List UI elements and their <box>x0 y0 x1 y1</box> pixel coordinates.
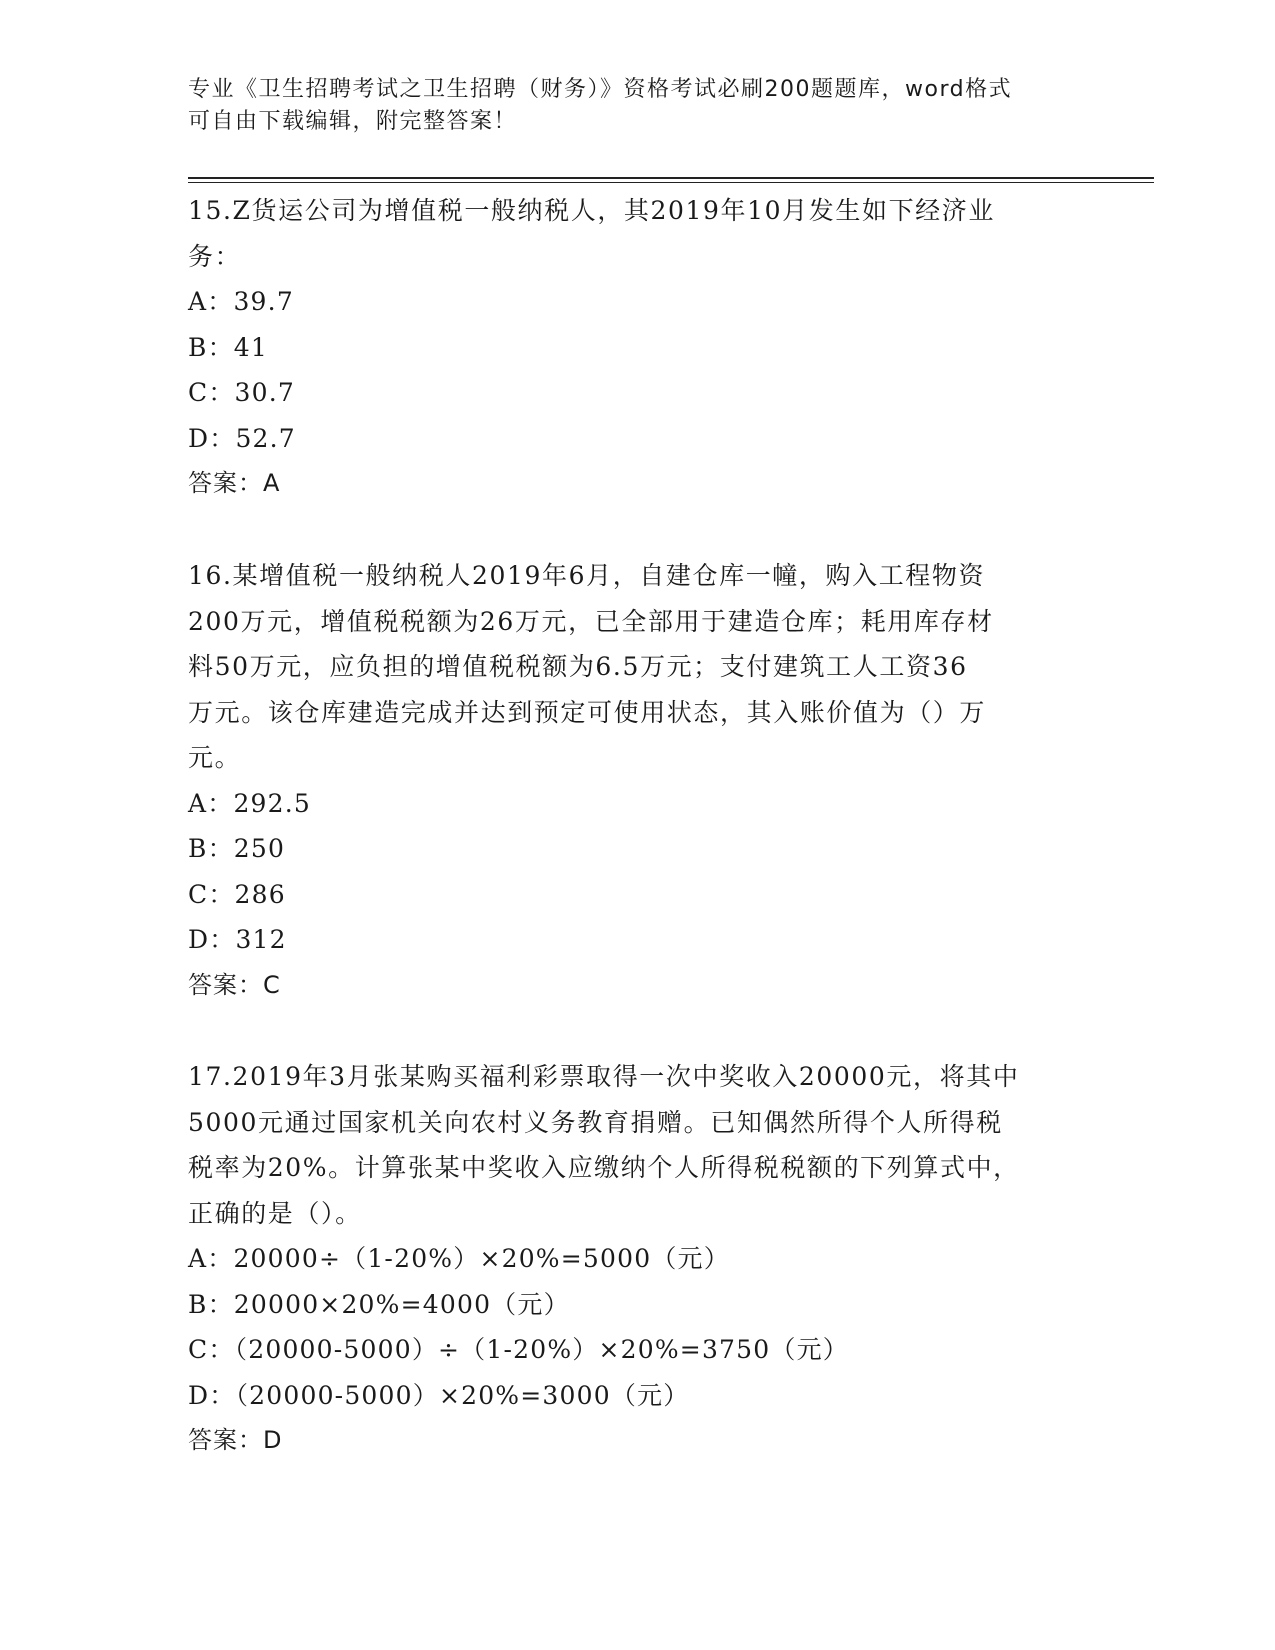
header-line: 专业《卫生招聘考试之卫生招聘（财务）》资格考试必刷200题题库，word格式 <box>188 77 1013 102</box>
option-a: A：20000÷（1-20%）×20%=5000（元） <box>188 1244 730 1273</box>
option-d: D：312 <box>188 925 287 954</box>
option-b: B：250 <box>188 834 286 863</box>
question-stem-line: 200万元，增值税税额为26万元，已全部用于建造仓库；耗用库存材 <box>188 606 994 636</box>
header-line: 可自由下载编辑，附完整答案！ <box>188 109 518 134</box>
question-stem-line: 务： <box>188 241 242 271</box>
option-d: D：52.7 <box>188 423 296 453</box>
document-header <box>188 74 1068 138</box>
option-a: A：292.5 <box>188 788 312 818</box>
question-17 <box>188 1054 1088 1464</box>
option-b: B：41 <box>188 332 268 362</box>
question-stem-line: 15.Z货运公司为增值税一般纳税人，其2019年10月发生如下经济业 <box>188 196 995 225</box>
answer: 答案：A <box>188 469 281 497</box>
question-stem-line: 正确的是（）。 <box>188 1198 362 1228</box>
question-stem-line: 17.2019年3月张某购买福利彩票取得一次中奖收入20000元，将其中 <box>188 1062 1020 1091</box>
question-stem-line: 5000元通过国家机关向农村义务教育捐赠。已知偶然所得个人所得税 <box>188 1107 1003 1137</box>
question-stem-line: 万元。该仓库建造完成并达到预定可使用状态，其入账价值为（）万 <box>188 697 987 727</box>
option-a: A：39.7 <box>188 287 294 316</box>
option-b: B：20000×20%=4000（元） <box>188 1289 570 1319</box>
option-c: C：（20000-5000）÷（1-20%）×20%=3750（元） <box>188 1335 849 1364</box>
question-stem-line: 16.某增值税一般纳税人2019年6月，自建仓库一幢，购入工程物资 <box>188 561 986 590</box>
question-16 <box>188 553 1088 1008</box>
option-c: C：30.7 <box>188 378 295 407</box>
header-divider <box>188 177 1154 179</box>
header-divider <box>188 182 1154 183</box>
question-stem-line: 税率为20%。计算张某中奖收入应缴纳个人所得税税额的下列算式中， <box>188 1153 1020 1182</box>
question-15 <box>188 188 1088 507</box>
answer: 答案：C <box>188 970 281 999</box>
option-c: C：286 <box>188 879 286 909</box>
question-stem-line: 料50万元，应负担的增值税税额为6.5万元；支付建筑工人工资36 <box>188 652 968 681</box>
option-d: D：（20000-5000）×20%=3000（元） <box>188 1380 690 1410</box>
answer: 答案：D <box>188 1426 283 1454</box>
question-stem-line: 元。 <box>188 743 242 772</box>
